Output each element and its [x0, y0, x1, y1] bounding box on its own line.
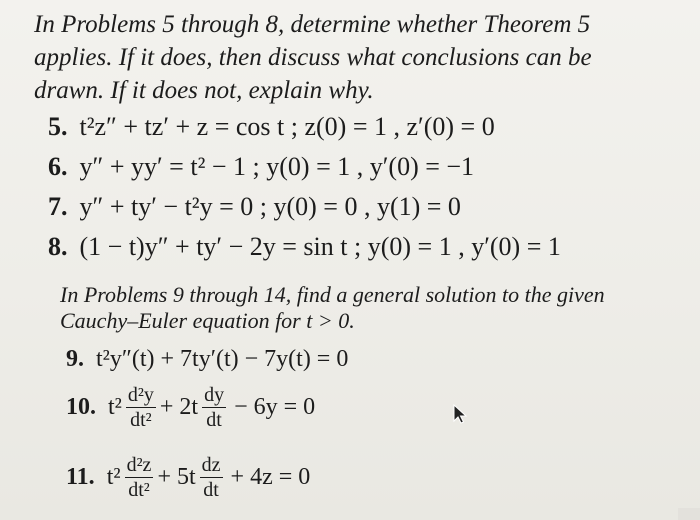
problem-equation: y″ + yy′ = t² − 1 ; y(0) = 1 , y′(0) = −1 [79, 152, 475, 181]
problem-equation: t²y″(t) + 7ty′(t) − 7y(t) = 0 [96, 346, 349, 372]
instructions-line: In Problems 5 through 8, determine whether Theorem 5 [34, 11, 591, 38]
equation-term: + 4z = 0 [230, 464, 311, 490]
coefficient: t² [108, 394, 122, 420]
problem-equation: y″ + ty′ − t²y = 0 ; y(0) = 0 , y(1) = 0 [79, 192, 461, 221]
derivative-fraction [126, 384, 156, 431]
problem-number: 8. [48, 232, 68, 261]
derivative-fraction [202, 384, 226, 431]
instructions-line: applies. If it does, then discuss what conclusions can be [34, 44, 592, 71]
instructions-line: In Problems 9 through 14, find a general solution to the given [60, 282, 605, 307]
problem-6 [48, 152, 474, 182]
coefficient: t² [106, 464, 121, 490]
problem-number: 7. [48, 192, 68, 221]
instructions-5-8 [34, 8, 674, 107]
problem-7 [48, 192, 461, 222]
problem-8 [48, 232, 561, 262]
mouse-pointer-icon [452, 404, 470, 424]
problem-number: 6. [48, 152, 68, 181]
problem-5 [48, 112, 495, 142]
fraction-numerator: d²y [127, 384, 154, 406]
problem-10 [66, 384, 315, 431]
fraction-denominator: dt² [130, 409, 152, 431]
fraction-denominator: dt² [128, 479, 150, 501]
derivative-fraction [200, 454, 223, 501]
problem-9 [66, 344, 348, 374]
problem-equation: t²z″ + tz′ + z = cos t ; z(0) = 1 , z′(0) = 0 [79, 112, 495, 141]
fraction-numerator: d²z [126, 454, 152, 476]
fraction-numerator: dz [201, 454, 221, 476]
instructions-line: Cauchy–Euler equation for t > 0. [60, 308, 355, 333]
equation-term: + 2t [159, 394, 199, 420]
problem-equation: (1 − t)y″ + ty′ − 2y = sin t ; y(0) = 1 , y′(0) = 1 [79, 232, 561, 261]
derivative-fraction [125, 454, 154, 501]
equation-term: + 5t [157, 464, 196, 490]
fraction-denominator: dt [203, 479, 219, 501]
instructions-9-14 [60, 282, 680, 334]
problem-number: 10. [66, 394, 96, 420]
problem-number: 9. [66, 346, 84, 372]
problem-11 [66, 454, 310, 501]
equation-term: − 6y = 0 [234, 394, 316, 420]
page-corner [678, 508, 700, 520]
fraction-denominator: dt [206, 409, 222, 431]
instructions-line: drawn. If it does not, explain why. [34, 77, 374, 104]
problem-number: 11. [66, 464, 95, 490]
problem-number: 5. [48, 112, 68, 141]
fraction-numerator: dy [204, 384, 225, 406]
